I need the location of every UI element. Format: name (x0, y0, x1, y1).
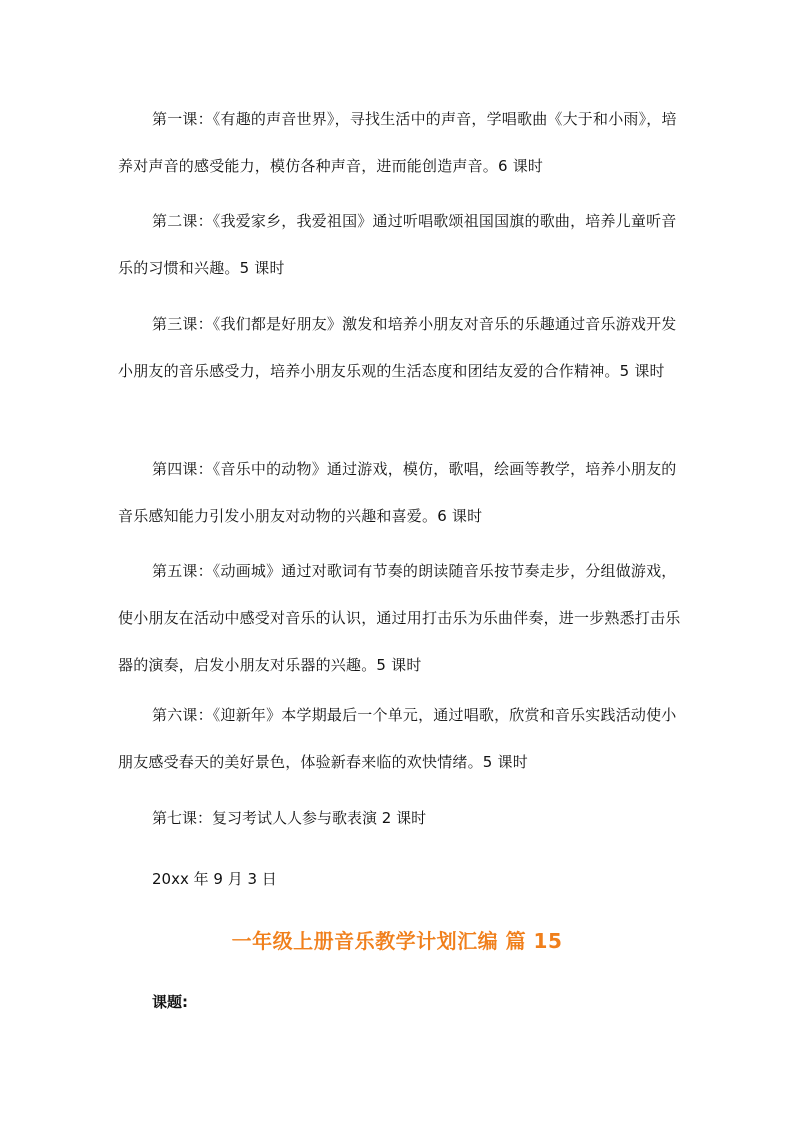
lesson-3-paragraph: 第三课：《我们都是好朋友》激发和培养小朋友对音乐的乐趣通过音乐游戏开发小朋友的音乐感受力，培养小朋友乐观的生活态度和团结友爱的合作精神。5 课时 (118, 315, 677, 380)
lesson-5-paragraph: 第五课：《动画城》通过对歌词有节奏的朗读随音乐按节奏走步，分组做游戏，使小朋友在活动中感受对音乐的认识，通过用打击乐为乐曲伴奏，进一步熟悉打击乐器的演奏，启发小朋友对乐器的兴趣。5 课时 (118, 562, 681, 674)
lesson-1-paragraph: 第一课：《有趣的声音世界》，寻找生活中的声音，学唱歌曲《大于和小雨》，培养对声音的感受能力，模仿各种声音，进而能创造声音。6 课时 (118, 110, 677, 175)
lesson-7-paragraph: 第七课：复习考试人人参与歌表演 2 课时 (152, 809, 427, 827)
topic-label: 课题: (152, 993, 188, 1011)
lesson-2-paragraph: 第二课：《我爱家乡，我爱祖国》通过听唱歌颂祖国国旗的歌曲，培养儿童听音乐的习惯和兴趣。5 课时 (118, 212, 677, 277)
lesson-6-paragraph: 第六课：《迎新年》本学期最后一个单元，通过唱歌，欣赏和音乐实践活动使小朋友感受春天的美好景色，体验新春来临的欢快情绪。5 课时 (118, 706, 677, 771)
lesson-4-paragraph: 第四课：《音乐中的动物》通过游戏，模仿，歌唱，绘画等教学，培养小朋友的音乐感知能力引发小朋友对动物的兴趣和喜爱。6 课时 (118, 460, 677, 525)
section-title: 一年级上册音乐教学计划汇编 篇 15 (231, 929, 563, 953)
date-line: 20xx 年 9 月 3 日 (152, 870, 277, 888)
